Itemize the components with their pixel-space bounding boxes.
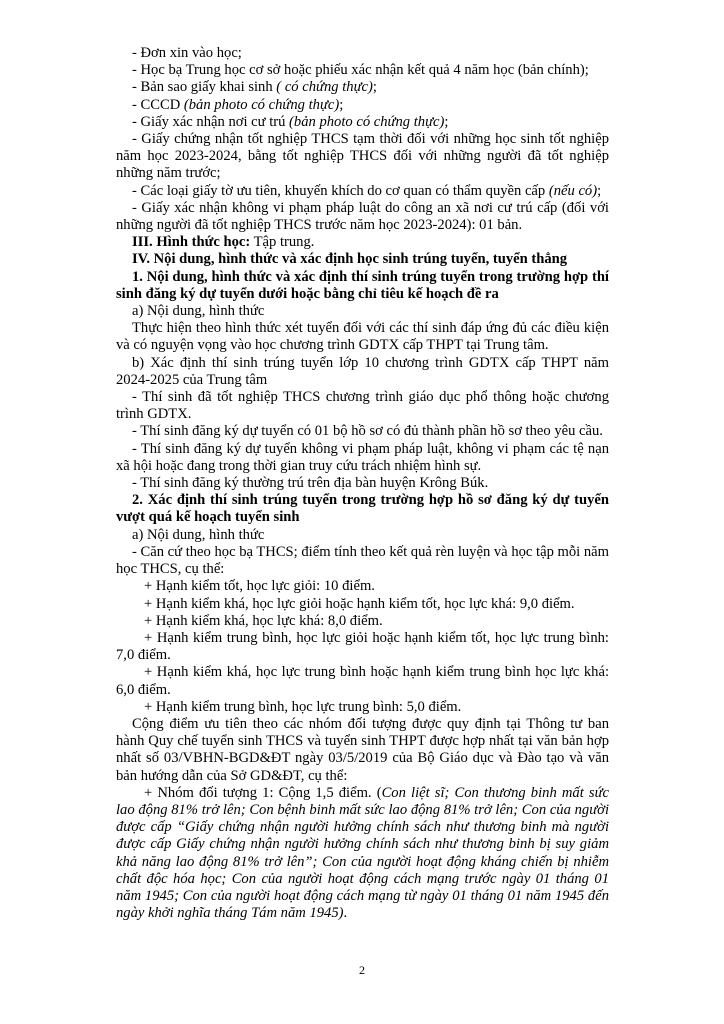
req-1: - Đơn xin vào học;	[132, 45, 242, 61]
part-2-a-text: - Căn cứ theo học bạ THCS; điểm tính theo kết quả rèn luyện và học tập mỗi năm học THCS, cụ thể:	[116, 543, 609, 578]
part-1-a-text: Thực hiện theo hình thức xét tuyển đối với các thí sinh đáp ứng đủ các điều kiện và có nguyện vọng vào học chương trình GDTX cấp THPT tại Trung tâm.	[116, 320, 609, 354]
req-7: - Các loại giấy tờ ưu tiên, khuyến khích do cơ quan có thẩm quyền cấp (nếu có);	[132, 182, 602, 199]
part-2-a-label: a) Nội dung, hình thức	[132, 526, 265, 543]
req-6: - Giấy chứng nhận tốt nghiệp THCS tạm thời đối với những học sinh tốt nghiệp năm học 2023-2024, bằng tốt nghiệp THCS đối với những người đã tốt nghiệp những năm trước;	[116, 131, 609, 182]
page-content	[116, 45, 609, 922]
score-item: + Hạnh kiểm khá, học lực giỏi hoặc hạnh kiểm tốt, học lực khá: 9,0 điểm.	[144, 595, 575, 612]
part-1-b-item: - Thí sinh đăng ký dự tuyển có 01 bộ hồ sơ có đủ thành phần hồ sơ theo yêu cầu.	[132, 423, 603, 440]
part-1-heading: 1. Nội dung, hình thức và xác định thí sinh trúng tuyển trong trường hợp thí sinh đăng ký dự tuyển dưới hoặc bằng chỉ tiêu kế hoạch đề ra	[116, 268, 609, 302]
req-2: - Học bạ Trung học cơ sở hoặc phiếu xác nhận kết quả 4 năm học (bản chính);	[132, 62, 589, 79]
priority-text: Cộng điểm ưu tiên theo các nhóm đối tượng được quy định tại Thông tư ban hành Quy chế tuyển sinh THCS và tuyển sinh THPT được hợp nhất tại văn bản hợp nhất số 03/VBHN-BGD&ĐT ngày 03/5/2019 của Bộ Giáo dục và Đào tạo và văn bản hướng dẫn của Sở GD&ĐT, cụ thể:	[116, 715, 609, 784]
part-1-b-item: - Thí sinh đăng ký thường trú trên địa bàn huyện Krông Búk.	[132, 475, 489, 492]
score-item: + Hạnh kiểm trung bình, học lực trung bình: 5,0 điểm.	[144, 698, 462, 715]
page-number: 2	[359, 963, 365, 977]
part-1-b-label: b) Xác định thí sinh trúng tuyển lớp 10 chương trình GDTX cấp THPT năm 2024-2025 của Trung tâm	[116, 354, 609, 388]
req-3: - Bản sao giấy khai sinh ( có chứng thực);	[132, 79, 377, 96]
priority-group-1: + Nhóm đối tượng 1: Cộng 1,5 điểm. (Con liệt sĩ; Con thương binh mất sức lao động 81% trở lên; Con bệnh binh mất sức lao động 81% trở lên; Con của người được cấp “Giấy chứng nhận người hưởng chính sách như thương binh mà người được cấp Giấy chứng nhận người hưởng chính sách như thương binh bị suy giảm khả năng lao động 81% trở lên”; Con của người hoạt động kháng chiến bị nhiễm chất độc hóa học; Con của người hoạt động cách mạng trước ngày 01 tháng 01 năm 1945; Con của người hoạt động cách mạng từ ngày 01 tháng 01 năm 1945 đến ngày khởi nghĩa tháng Tám năm 1945).	[116, 784, 610, 922]
section-3: III. Hình thức học: Tập trung.	[132, 234, 315, 251]
part-2-heading: 2. Xác định thí sinh trúng tuyển trong trường hợp hồ sơ đăng ký dự tuyển vượt quá kế hoạch tuyển sinh	[116, 492, 609, 526]
part-1-b-item: - Thí sinh đã tốt nghiệp THCS chương trình giáo dục phổ thông hoặc chương trình GDTX.	[116, 389, 609, 423]
score-item: + Hạnh kiểm tốt, học lực giỏi: 10 điểm.	[144, 578, 375, 595]
req-8: - Giấy xác nhận không vi phạm pháp luật do công an xã nơi cư trú cấp (đối với những người đã tốt nghiệp THCS trước năm học 2023-2024): 01 bản.	[116, 199, 609, 234]
req-4: - CCCD (bản photo có chứng thực);	[132, 96, 344, 113]
score-item: + Hạnh kiểm khá, học lực trung bình hoặc hạnh kiểm trung bình học lực khá: 6,0 điểm.	[116, 664, 609, 698]
part-1-b-item: - Thí sinh đăng ký dự tuyển không vi phạm pháp luật, không vi phạm các tệ nạn xã hội hoặc đang trong thời gian truy cứu trách nhiệm hình sự.	[116, 440, 609, 474]
score-item: + Hạnh kiểm trung bình, học lực giỏi hoặc hạnh kiểm tốt, học lực trung bình: 7,0 điểm.	[116, 629, 609, 664]
part-1-a-label: a) Nội dung, hình thức	[132, 303, 265, 320]
req-5: - Giấy xác nhận nơi cư trú (bản photo có chứng thực);	[132, 113, 449, 130]
section-4-heading: IV. Nội dung, hình thức và xác định học sinh trúng tuyển, tuyển thẳng	[132, 251, 568, 268]
score-item: + Hạnh kiểm khá, học lực khá: 8,0 điểm.	[144, 612, 383, 629]
